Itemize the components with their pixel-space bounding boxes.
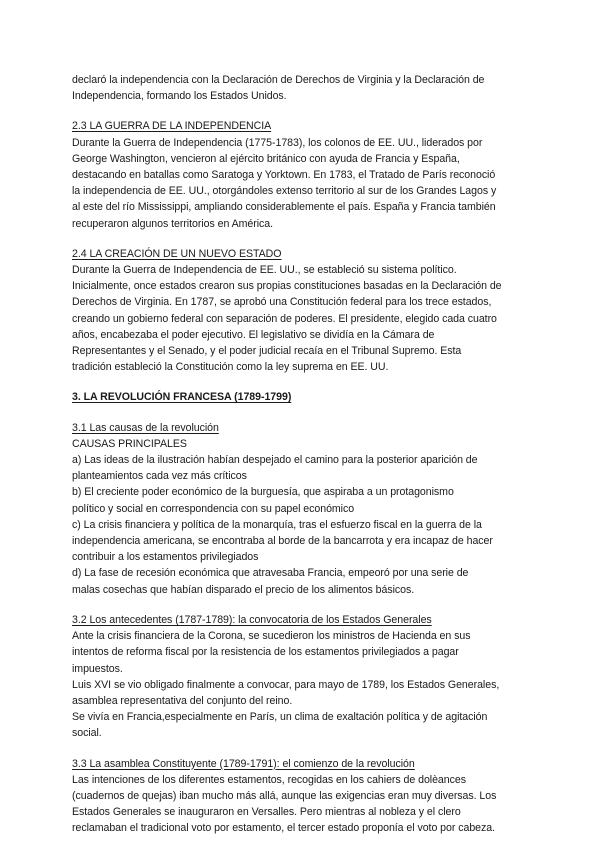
text-line: George Washington, vencieron al ejército británico con ayuda de Francia y España, — [72, 152, 460, 165]
text-line: c) La crisis financiera y política de la monarquía, tras el esfuerzo fiscal en la guerra de la — [72, 518, 482, 531]
text-line: creando un gobierno federal con separación de poderes. El presidente, elegido cada cuatro — [72, 312, 497, 325]
text-line: b) El creciente poder económico de la burguesía, que aspiraba a un protagonismo — [72, 486, 454, 499]
section-heading: 3.1 Las causas de la revolución — [72, 421, 219, 434]
text-line: planteamientos cada vez más críticos — [72, 470, 247, 483]
section-3 — [72, 389, 530, 405]
text-line: Inicialmente, once estados crearon sus propias constituciones basadas en la Declaración de — [72, 280, 502, 293]
text-line: a) Las ideas de la ilustración habían despejado el camino para la posterior aparición de — [72, 454, 478, 467]
text-line: Estados Generales se inauguraron en Versalles. Pero mientras al nobleza y el clero — [72, 806, 461, 819]
text-line: Las intenciones de los diferentes estamentos, recogidas en los cahiers de dolèances — [72, 773, 466, 786]
section-2-4 — [72, 246, 530, 376]
text-line: años, encabezaba el poder ejecutivo. El legislativo se dividía en la Cámara de — [72, 328, 435, 341]
section-heading: 2.3 LA GUERRA DE LA INDEPENDENCIA — [72, 120, 272, 133]
text-line: declaró la independencia con la Declaración de Derechos de Virginia y la Declaración de — [72, 74, 485, 86]
section-2-3 — [72, 118, 530, 231]
section-3-2 — [72, 612, 530, 742]
text-line: reclamaban el tradicional voto por estamento, el tercer estado proponía el voto por cabeza. — [72, 822, 495, 835]
text-line: Luis XVI se vio obligado finalmente a convocar, para mayo de 1789, los Estados Generales, — [72, 678, 500, 691]
text-line: Representantes y el Senado, y el poder judicial recaía en el Tribunal Supremo. Esta — [72, 345, 462, 358]
text-line: Durante la Guerra de Independencia de EE. UU., se estableció su sistema político. — [72, 264, 457, 277]
document-page — [72, 72, 530, 837]
text-line: intentos de reforma fiscal por la resistencia de los estamentos privilegiados a pagar — [72, 646, 459, 659]
section-3-1 — [72, 420, 530, 598]
text-line: Se vivía en Francia,especialmente en París, un clima de exaltación política y de agitación — [72, 711, 488, 724]
section-heading: 3.2 Los antecedentes (1787-1789): la convocatoria de los Estados Generales — [72, 613, 432, 626]
text-line: Derechos de Virginia. En 1787, se aprobó una Constitución federal para los trece estados, — [72, 296, 492, 309]
text-line: independencia americana, se encontraba al borde de la bancarrota y era incapaz de hacer — [72, 535, 493, 548]
text-line: Ante la crisis financiera de la Corona, se sucedieron los ministros de Hacienda en sus — [72, 630, 471, 643]
section-heading: 3.3 La asamblea Constituyente (1789-1791): el comienzo de la revolución — [72, 757, 415, 770]
intro-paragraph — [72, 72, 530, 104]
text-line: destacando en batallas como Saratoga y Yorktown. En 1783, el Tratado de París reconoció — [72, 169, 496, 182]
text-line: la independencia de EE. UU., otorgándoles extenso territorio al sur de los Grandes Lagos y — [72, 185, 497, 198]
text-line: Durante la Guerra de Independencia (1775-1783), los colonos de EE. UU., liderados por — [72, 136, 483, 149]
text-line: asamblea representativa del conjunto del reino. — [72, 694, 293, 707]
section-heading: 2.4 LA CREACIÓN DE UN NUEVO ESTADO — [72, 247, 282, 260]
section-3-3 — [72, 756, 530, 837]
subheading: CAUSAS PRINCIPALES — [72, 437, 187, 450]
chapter-heading: 3. LA REVOLUCIÓN FRANCESA (1789-1799) — [72, 391, 292, 404]
text-line: político y social en correspondencia con su papel económico — [72, 502, 355, 515]
text-line: tradición estableció la Constitución como la ley suprema en EE. UU. — [72, 361, 389, 374]
text-line: d) La fase de recesión económica que atravesaba Francia, empeoró por una serie de — [72, 567, 469, 580]
text-line: malas cosechas que habían disparado el precio de los alimentos básicos. — [72, 583, 415, 596]
text-line: Independencia, formando los Estados Unidos. — [72, 90, 287, 103]
text-line: (cuadernos de quejas) iban mucho más allá, aunque las exigencias eran muy diversas. Los — [72, 789, 497, 802]
text-line: social. — [72, 727, 102, 740]
text-line: recuperaron algunos territorios en América. — [72, 217, 273, 230]
text-line: impuestos. — [72, 662, 123, 675]
text-line: al este del río Mississippi, ampliando considerablemente el país. España y Francia también — [72, 201, 496, 214]
text-line: contribuir a los estamentos privilegiados — [72, 551, 259, 564]
